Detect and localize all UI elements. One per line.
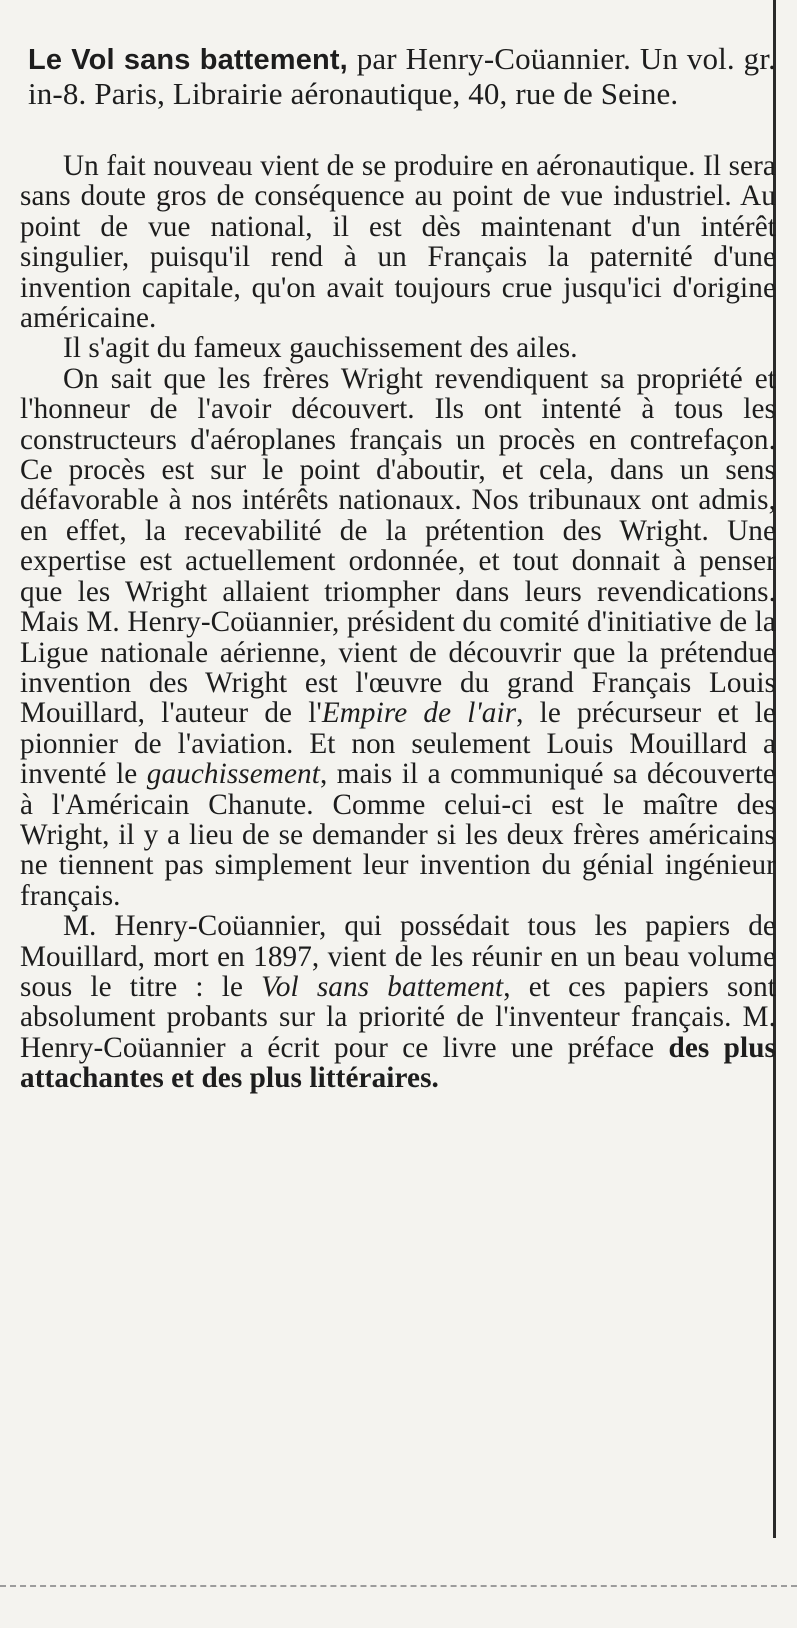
paragraph-3 — [20, 364, 776, 911]
paragraph-1: Un fait nouveau vient de se produire en aéronautique. Il sera sans doute gros de conséquence au point de vue industriel. Au point de vue national, il est dès maintenant d'un intérêt singulier, puisqu'il rend à un Français la paternité d'une invention capitale, qu'on avait toujours crue jusqu'ici d'origine américaine. — [20, 150, 776, 335]
term-gauchissement: gauchissement — [146, 758, 320, 791]
paragraph-4-text-a: M. Henry-Coüannier, qui possédait tous les papiers de Mouillard, mort en 1897, vient de les réunir en un beau volume sous le titre : le — [20, 910, 776, 1003]
paragraph-3-text-c: , mais il a communiqué sa découverte à l'Américain Chanute. Comme celui-ci est le maître des Wright, il y a lieu de se demander si les deux frères américains ne tiennent pas simplement leur invention du génial ingénieur français. — [20, 758, 776, 912]
clipping-cut-line — [0, 1585, 797, 1587]
paragraph-4 — [20, 911, 776, 1093]
article-body — [20, 151, 776, 1094]
book-reference-vol-sans-battement: Vol sans battement — [261, 970, 504, 1003]
paragraph-4-bold-phrase: des plus attachantes et des plus littéraires — [20, 1031, 777, 1095]
book-byline: par Henry-Coüannier. Un vol. gr. in-8. Paris, Librairie aéronautique, 40, rue de Seine. — [28, 41, 776, 111]
paragraph-4-text-b: , et ces papiers sont absolument probants sur la priorité de l'inventeur français. M. Henry-Coüannier a écrit pour ce livre une préface — [20, 970, 776, 1064]
book-title: Le Vol sans battement, — [28, 44, 348, 76]
paragraph-2: Il s'agit du fameux gauchissement des ailes. — [63, 332, 578, 365]
paragraph-4-end: . — [431, 1062, 439, 1095]
book-reference-empire-de-l-air: Empire de l'air — [321, 697, 517, 730]
review-heading — [20, 42, 776, 111]
paragraph-3-text-a: On sait que les frères Wright revendiquent sa propriété et l'honneur de l'avoir découvert. Ils ont intenté à tous les constructeurs d'aéroplanes français un procès en contrefaçon. Ce procès est sur le point d'aboutir, et cela, dans un sens défavorable à nos intérêts nationaux. Nos tribunaux ont admis, en effet, la recevabilité de la prétention des Wright. Une expertise est actuellement ordonnée, et tout donnait à penser que les Wright allaient triompher dans leurs revendications. Mais M. Henry-Coüannier, président du comité d'initiative de la Ligue nationale aérienne, vient de découvrir que la prétendue invention des Wright est l'œuvre du grand Français Louis Mouillard, l'auteur de l' — [20, 362, 776, 730]
book-review-article — [20, 42, 776, 1094]
paragraph-3-text-b: , le précurseur et le pionnier de l'aviation. Et non seulement Louis Mouillard a inventé le — [20, 697, 776, 791]
